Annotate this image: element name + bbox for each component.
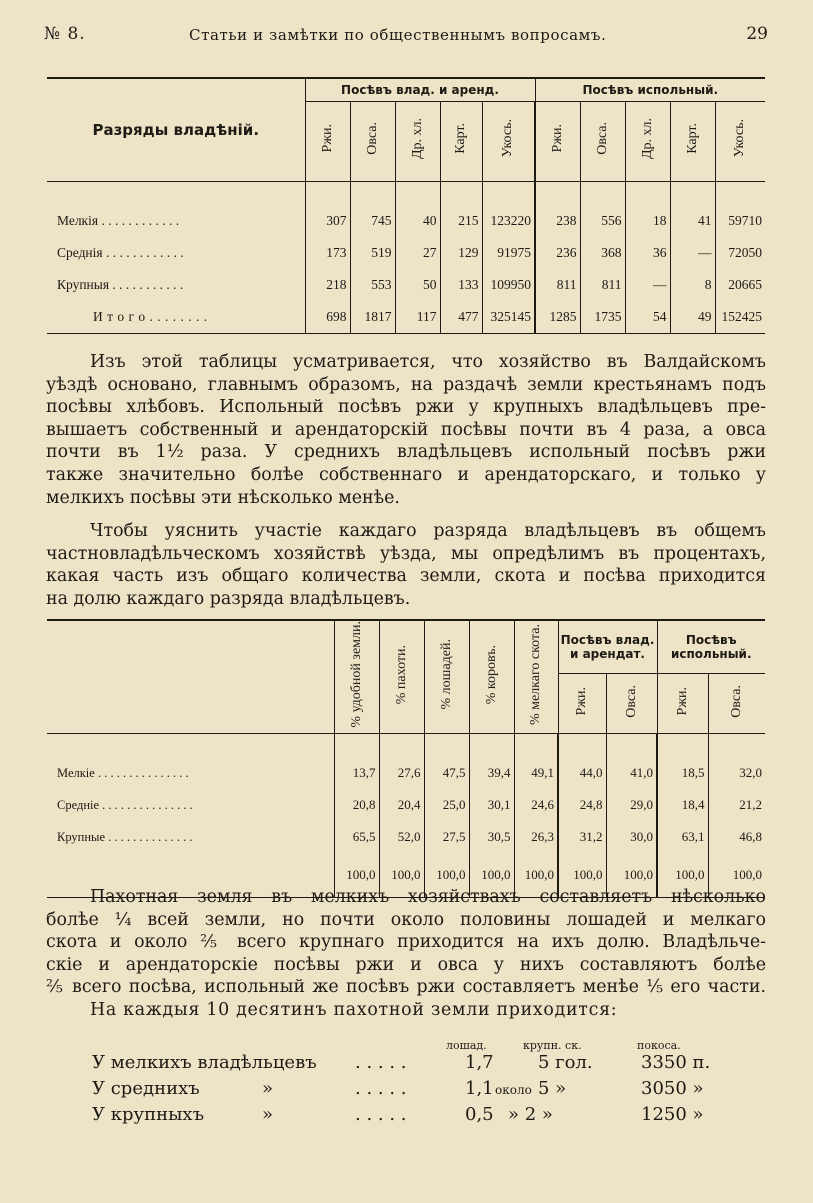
table-cell: 215 <box>440 205 482 237</box>
col-header: Др. хл. <box>395 101 440 181</box>
table-cell: 36 <box>625 237 670 269</box>
text-line: скота и около ⅖ всего крупнаго приходится на ихъ долю. Владѣльче- <box>46 932 766 953</box>
table-cell: 100,0 <box>708 853 765 897</box>
value-horses: 1,1 <box>465 1078 494 1099</box>
ditto-mark: » <box>262 1104 274 1125</box>
text-line: посѣвы хлѣбовъ. Испольный посѣвъ ржи у крупныхъ владѣльцевъ пре- <box>46 397 766 418</box>
table-cell: 100,0 <box>334 853 379 897</box>
row-label: Крупные . . . . . . . . . . . . . . <box>47 821 334 853</box>
table-cell: 41,0 <box>606 757 657 789</box>
table-cell: 1735 <box>580 301 625 333</box>
table-cell: 50 <box>395 269 440 301</box>
text-line: мелкихъ посѣвы эти нѣсколько менѣе. <box>46 487 400 508</box>
ditto-mark: » <box>262 1078 274 1099</box>
paragraph-conclusion <box>46 886 766 1022</box>
value-cattle: » 2 » <box>508 1104 553 1125</box>
row-label: И т о г о . . . . . . . . <box>47 301 305 333</box>
issue-number: № 8. <box>44 24 86 44</box>
qualifier-about: около <box>495 1083 532 1097</box>
table-cell: 59710 <box>728 213 762 228</box>
table-cell: 100,0 <box>469 853 514 897</box>
table-cell: 47,5 <box>424 757 469 789</box>
col-header: Др. хл. <box>625 101 670 181</box>
table-cell: 368 <box>580 237 625 269</box>
col-head-cattle: крупн. ск. <box>523 1039 582 1052</box>
table-cell: 40 <box>395 205 440 237</box>
col-cows: % коровъ. <box>469 620 514 733</box>
table-cell: 109950 <box>482 269 535 301</box>
col-small-cattle: % мелкаго скота. <box>514 620 558 733</box>
group-header-share: Посѣвъ испольный. <box>657 620 765 674</box>
table-cell: 1285 <box>535 301 580 333</box>
table-cell: 18,4 <box>657 789 708 821</box>
text-line: также значительно болѣе собственнаго и арендаторскаго, и только у <box>46 464 766 485</box>
table-cell: 27 <box>395 237 440 269</box>
table-cell: 54 <box>625 301 670 333</box>
paragraph-percentages <box>46 520 766 610</box>
text-line: скіе и арендаторскіе посѣвы ржи и овса у нихъ составляютъ болѣе <box>46 954 766 975</box>
table-cell: 20665 <box>728 277 762 292</box>
table-cell: 26,3 <box>514 821 558 853</box>
table-ownership-sowing <box>47 77 765 334</box>
table-cell: 49,1 <box>514 757 558 789</box>
table-cell: — <box>625 269 670 301</box>
table-cell: 1817 <box>350 301 395 333</box>
table-cell: 39,4 <box>469 757 514 789</box>
summary-row <box>0 1078 813 1104</box>
value-cattle: 5 » <box>538 1078 567 1099</box>
table-row <box>47 821 765 853</box>
table-cell: — <box>670 237 715 269</box>
table-cell: 52,0 <box>379 821 424 853</box>
table-cell: 117 <box>395 301 440 333</box>
text-line: болѣе ¼ всей земли, но почти около половины лошадей и мелкаго <box>46 909 766 930</box>
col-header: Карт. <box>670 101 715 181</box>
table-cell: 41 <box>670 205 715 237</box>
table-cell: 13,7 <box>334 757 379 789</box>
row-label: У крупныхъ <box>92 1104 205 1125</box>
table-row <box>47 237 765 269</box>
table-row <box>47 205 765 237</box>
value-hay: 3050 » <box>641 1078 704 1099</box>
table-cell: 31,2 <box>558 821 606 853</box>
table-cell: 30,1 <box>469 789 514 821</box>
text-line: На каждыя 10 десятинъ пахотной земли приходится: <box>90 999 618 1020</box>
group-header-own: Посѣвъ влад. и арендат. <box>558 620 657 674</box>
table-cell: 100,0 <box>558 853 606 897</box>
table-row <box>47 301 765 333</box>
group-header-own: Посѣвъ влад. и аренд. <box>305 78 535 101</box>
table-cell: 123220 <box>482 205 535 237</box>
table-cell: 100,0 <box>379 853 424 897</box>
table-row <box>47 789 765 821</box>
table-cell: 152425 <box>715 301 765 333</box>
col-oats-share: Овса. <box>708 674 765 733</box>
text-line: вышаетъ собственный и арендаторскій посѣвы почти въ 4 раза, а овса <box>46 419 766 440</box>
table-cell: 65,5 <box>334 821 379 853</box>
col-header: Ржи. <box>535 101 580 181</box>
running-header <box>44 24 768 50</box>
section-title: Статьи и замѣтки по общественнымъ вопросамъ. <box>189 26 607 44</box>
col-oats-own: Овса. <box>606 674 657 733</box>
table-cell: 63,1 <box>657 821 708 853</box>
table-cell: 30,5 <box>469 821 514 853</box>
col-header: Укось. <box>715 101 765 181</box>
table-cell: 91975 <box>482 237 535 269</box>
table-cell: 553 <box>350 269 395 301</box>
table-row <box>47 757 765 789</box>
table-cell: 29,0 <box>606 789 657 821</box>
text-line: какая часть изъ общаго количества земли, скота и посѣва приходится <box>46 566 766 587</box>
table-cell: 811 <box>580 269 625 301</box>
table-percentages <box>47 619 765 898</box>
table-cell: 18,5 <box>657 757 708 789</box>
table-cell: 325145 <box>482 301 535 333</box>
col-arable-land: % удобной земли. <box>334 620 379 733</box>
value-hay: 3350 п. <box>641 1052 711 1073</box>
leader-dots: . . . . . <box>355 1104 407 1125</box>
table-cell: 173 <box>305 237 350 269</box>
paragraph-analysis <box>46 351 766 509</box>
summary-row <box>0 1052 813 1078</box>
value-cattle: 5 гол. <box>538 1052 593 1073</box>
text-line: почти въ 1½ раза. У среднихъ владѣльцевъ испольный посѣвъ ржи <box>46 442 766 463</box>
table-cell: 238 <box>535 205 580 237</box>
row-label: У мелкихъ владѣльцевъ <box>92 1052 317 1073</box>
table-cell: 100,0 <box>657 853 708 897</box>
text-line: ⅖ всего посѣва, испольный же посѣвъ ржи составляетъ менѣе ⅕ его части. <box>46 977 766 998</box>
table-cell: 100,0 <box>424 853 469 897</box>
text-line: Изъ этой таблицы усматривается, что хозяйство въ Валдайскомъ <box>90 352 766 372</box>
col-header: Укось. <box>482 101 535 181</box>
text-line: на долю каждаго разряда владѣльцевъ. <box>46 588 411 609</box>
table-cell: 745 <box>350 205 395 237</box>
table-cell: 18 <box>625 205 670 237</box>
row-label: У среднихъ <box>92 1078 200 1099</box>
col-head-horses: лошад. <box>446 1039 487 1052</box>
value-hay: 1250 » <box>641 1104 704 1125</box>
table-cell: 46,8 <box>739 829 762 845</box>
table-cell: 20,8 <box>334 789 379 821</box>
col-plough: % пахоти. <box>379 620 424 733</box>
table-cell: 129 <box>440 237 482 269</box>
table-cell: 218 <box>305 269 350 301</box>
row-header: Разряды владѣній. <box>47 78 305 181</box>
row-label: Мелкіе . . . . . . . . . . . . . . . <box>47 757 334 789</box>
col-header: Ржи. <box>305 101 350 181</box>
table-cell: 27,5 <box>424 821 469 853</box>
table-cell: 556 <box>580 205 625 237</box>
text-line: Пахотная земля въ мелкихъ хозяйствахъ составляетъ нѣсколько <box>90 887 766 907</box>
text-line: уѣздѣ основано, главнымъ образомъ, на раздачѣ земли крестьянамъ подъ <box>46 374 766 395</box>
row-label: Среднія . . . . . . . . . . . . <box>47 237 305 269</box>
table-cell: 32,0 <box>739 765 762 781</box>
col-rye-share: Ржи. <box>657 674 708 733</box>
summary-row <box>0 1104 813 1130</box>
row-header-blank <box>47 620 334 733</box>
text-line: Чтобы уяснить участіе каждаго разряда владѣльцевъ въ общемъ <box>90 521 766 541</box>
table-cell: 27,6 <box>379 757 424 789</box>
table-cell: 49 <box>670 301 715 333</box>
group-header-share: Посѣвъ испольный. <box>535 78 765 101</box>
col-header: Карт. <box>440 101 482 181</box>
row-label: Мелкія . . . . . . . . . . . . <box>47 205 305 237</box>
table-cell: 30,0 <box>606 821 657 853</box>
table-cell: 477 <box>440 301 482 333</box>
col-head-hay: покоса. <box>637 1039 681 1052</box>
table-cell: 307 <box>305 205 350 237</box>
leader-dots: . . . . . <box>355 1052 407 1073</box>
table-cell: 44,0 <box>558 757 606 789</box>
table-cell: 811 <box>535 269 580 301</box>
table-cell: 24,6 <box>514 789 558 821</box>
col-header: Овса. <box>580 101 625 181</box>
table-cell: 25,0 <box>424 789 469 821</box>
table-cell: 100,0 <box>514 853 558 897</box>
col-header: Овса. <box>350 101 395 181</box>
value-horses: 0,5 <box>465 1104 494 1125</box>
row-label: Средніе . . . . . . . . . . . . . . . <box>47 789 334 821</box>
page-number: 29 <box>746 24 768 44</box>
value-horses: 1,7 <box>465 1052 494 1073</box>
table-cell: 21,2 <box>739 797 762 813</box>
table-row <box>47 269 765 301</box>
table-cell: 24,8 <box>558 789 606 821</box>
table-cell: 72050 <box>728 245 762 260</box>
table-cell: 8 <box>670 269 715 301</box>
col-horses: % лошадей. <box>424 620 469 733</box>
row-label: Крупныя . . . . . . . . . . . <box>47 269 305 301</box>
table-cell: 20,4 <box>379 789 424 821</box>
col-rye-own: Ржи. <box>558 674 606 733</box>
leader-dots: . . . . . <box>355 1078 407 1099</box>
table-cell: 698 <box>305 301 350 333</box>
table-cell: 519 <box>350 237 395 269</box>
table-cell: 133 <box>440 269 482 301</box>
table-cell: 236 <box>535 237 580 269</box>
table-cell: 100,0 <box>606 853 657 897</box>
text-line: частновладѣльческомъ хозяйствѣ уѣзда, мы опредѣлимъ въ процентахъ, <box>46 543 766 564</box>
